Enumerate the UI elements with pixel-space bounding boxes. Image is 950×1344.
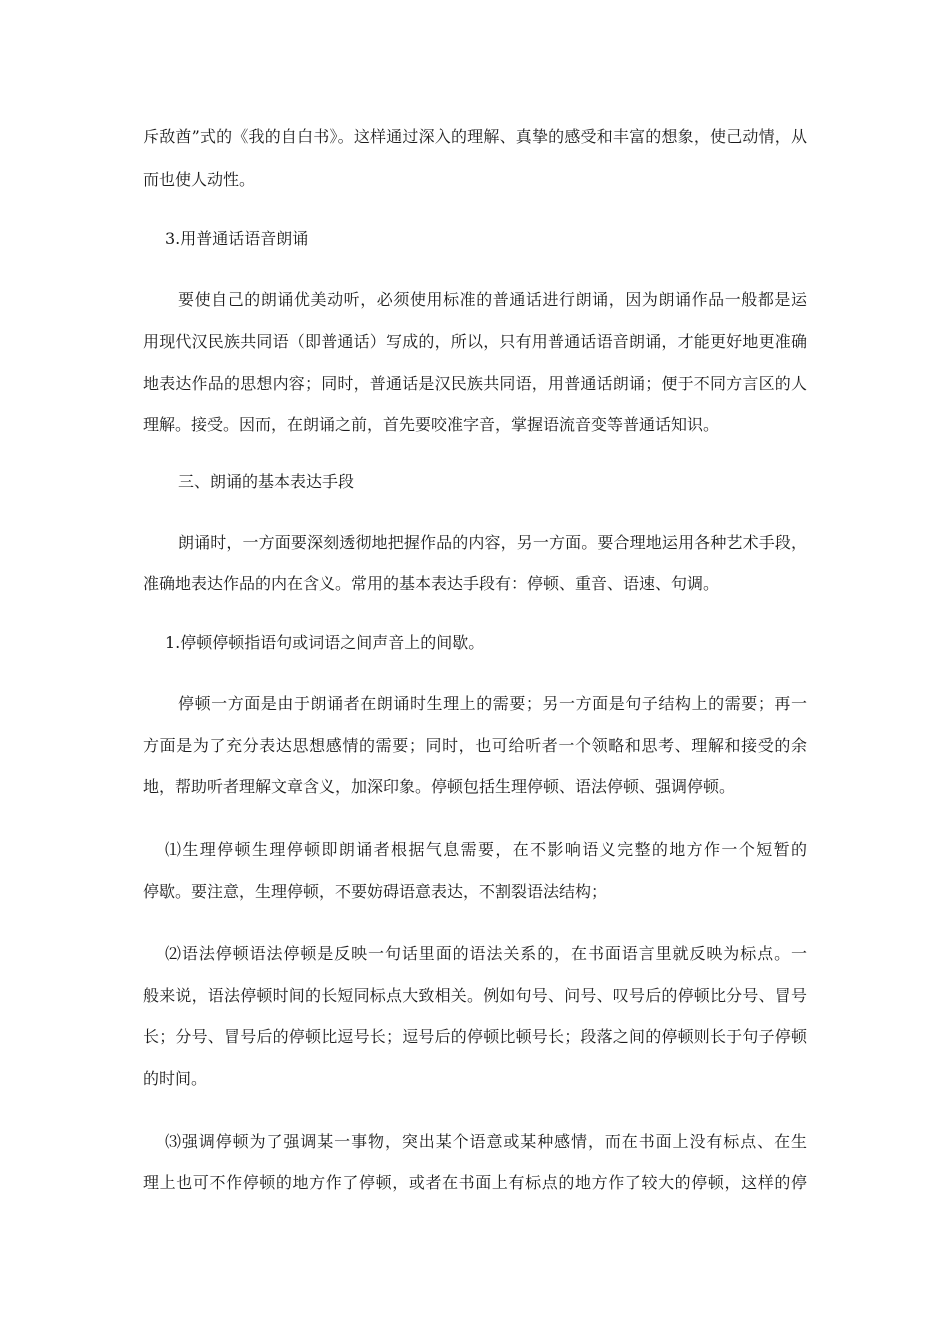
text-line: 斥敌酋”式的《我的自白书》。这样通过深入的理解、真挚的感受和丰富的想象，使己动情，从: [143, 127, 807, 146]
text-line: 朗诵时，一方面要深刻透彻地把握作品的内容，另一方面。要合理地运用各种艺术手段，: [178, 533, 807, 552]
section-heading: 1.停顿停顿指语句或词语之间声音上的间歇。: [165, 633, 485, 652]
text-line: 用现代汉民族共同语（即普通话）写成的，所以，只有用普通话语音朗诵，才能更好地更准确: [143, 332, 807, 351]
text-line: 般来说，语法停顿时间的长短同标点大致相关。例如句号、问号、叹号后的停顿比分号、冒号: [143, 986, 807, 1005]
text-line: 方面是为了充分表达思想感情的需要；同时，也可给听者一个领略和思考、理解和接受的余: [143, 736, 807, 755]
text-line: 而也使人动性。: [143, 170, 256, 189]
section-heading: 三、朗诵的基本表达手段: [178, 472, 355, 491]
text-line: 停歇。要注意，生理停顿，不要妨碍语意表达，不割裂语法结构；: [143, 882, 608, 901]
text-line: 要使自己的朗诵优美动听，必须使用标准的普通话进行朗诵，因为朗诵作品一般都是运: [178, 290, 807, 309]
text-line: 准确地表达作品的内在含义。常用的基本表达手段有：停顿、重音、语速、句调。: [143, 574, 720, 593]
text-line: 长；分号、冒号后的停顿比逗号长；逗号后的停顿比顿号长；段落之间的停顿则长于句子停顿: [143, 1027, 807, 1046]
text-line: 停顿一方面是由于朗诵者在朗诵时生理上的需要；另一方面是句子结构上的需要；再一: [178, 694, 807, 713]
text-line: 的时间。: [143, 1069, 208, 1088]
text-line: 理解。接受。因而，在朗诵之前，首先要咬准字音，掌握语流音变等普通话知识。: [143, 415, 720, 434]
text-line: 地，帮助听者理解文章含义，加深印象。停顿包括生理停顿、语法停顿、强调停顿。: [143, 777, 736, 796]
section-heading: 3.用普通话语音朗诵: [165, 229, 309, 248]
text-line: ⑶强调停顿为了强调某一事物，突出某个语意或某种感情，而在书面上没有标点、在生: [165, 1132, 807, 1151]
text-line: ⑴生理停顿生理停顿即朗诵者根据气息需要，在不影响语义完整的地方作一个短暂的: [165, 840, 807, 859]
text-line: 理上也可不作停顿的地方作了停顿，或者在书面上有标点的地方作了较大的停顿，这样的停: [143, 1173, 807, 1192]
text-line: ⑵语法停顿语法停顿是反映一句话里面的语法关系的，在书面语言里就反映为标点。一: [165, 944, 807, 963]
text-line: 地表达作品的思想内容；同时，普通话是汉民族共同语，用普通话朗诵；便于不同方言区的人: [143, 374, 807, 393]
